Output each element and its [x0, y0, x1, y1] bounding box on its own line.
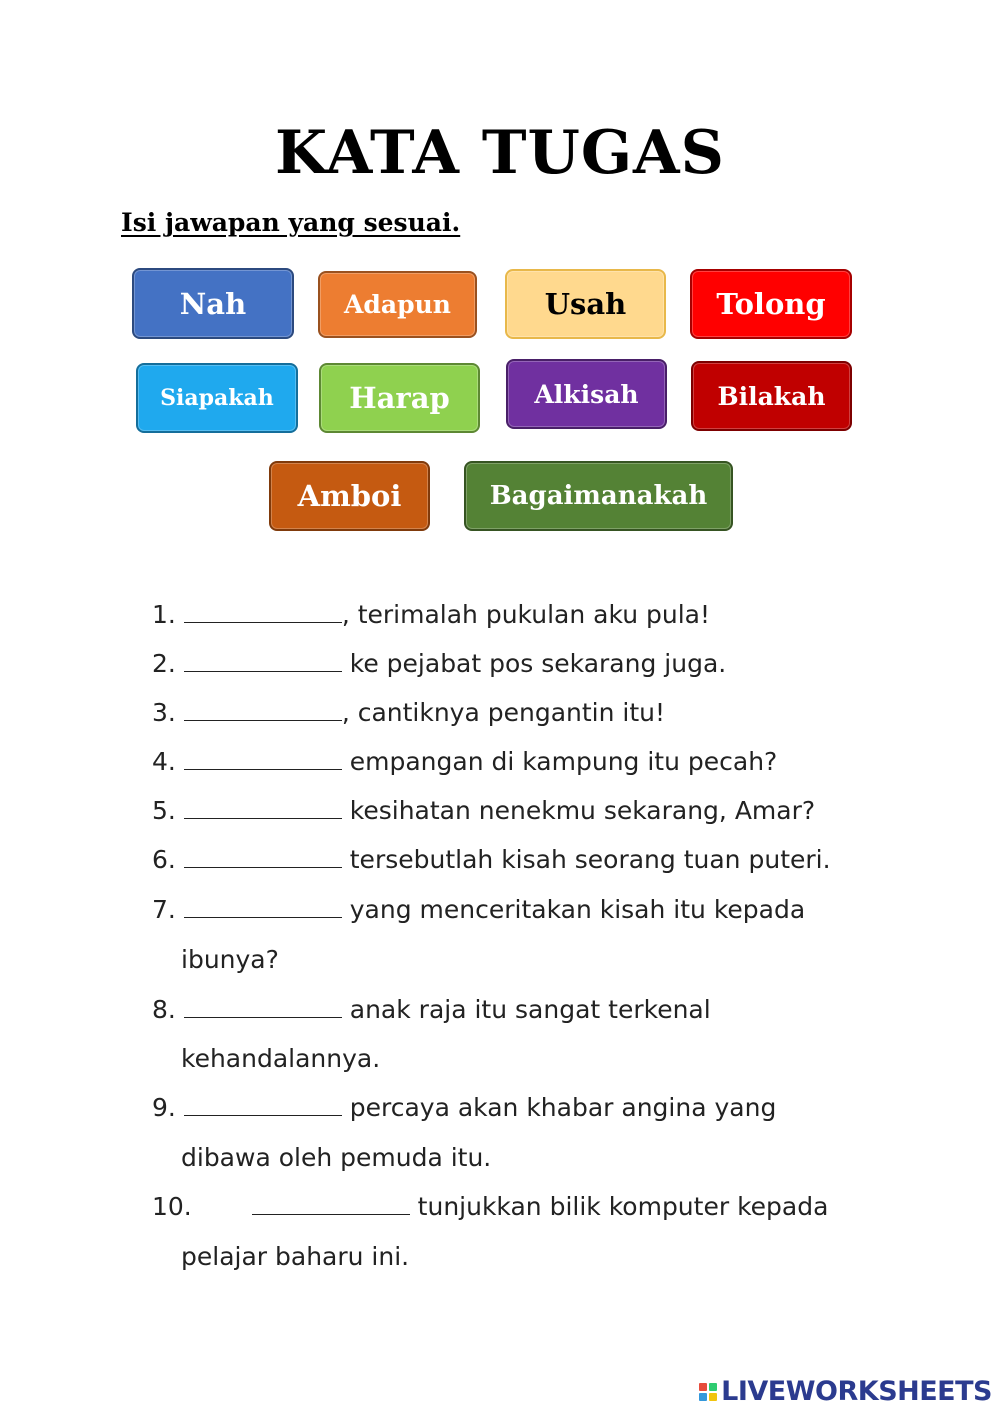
question-text: tersebutlah kisah seorang tuan puteri.	[341, 845, 831, 874]
question-number: 5.	[152, 796, 176, 825]
question-6	[152, 845, 831, 874]
question-number: 4.	[152, 747, 176, 776]
question-number: 10.	[152, 1192, 192, 1221]
question-number: 9.	[152, 1093, 176, 1122]
question-9-continuation: dibawa oleh pemuda itu.	[181, 1143, 492, 1172]
question-8-continuation: kehandalannya.	[181, 1044, 381, 1073]
word-chip-usah[interactable]	[505, 269, 666, 339]
word-chip-label: Alkisah	[534, 379, 639, 409]
liveworksheets-logo[interactable]	[699, 1376, 992, 1407]
question-number: 7.	[152, 895, 176, 924]
answer-blank-10[interactable]	[252, 1192, 410, 1215]
question-text: tunjukkan bilik komputer kepada	[409, 1192, 829, 1221]
liveworksheets-logo-icon	[699, 1383, 717, 1401]
question-1	[152, 600, 710, 629]
word-chip-alkisah[interactable]	[506, 359, 667, 429]
question-text: ke pejabat pos sekarang juga.	[341, 649, 727, 678]
question-7	[152, 895, 805, 924]
word-chip-tolong[interactable]	[690, 269, 852, 339]
answer-blank-7[interactable]	[184, 895, 342, 918]
question-3	[152, 698, 665, 727]
question-7-continuation: ibunya?	[181, 945, 279, 974]
question-number: 1.	[152, 600, 176, 629]
answer-blank-3[interactable]	[184, 698, 342, 721]
question-4	[152, 747, 777, 776]
question-text: percaya akan khabar angina yang	[341, 1093, 777, 1122]
question-number: 2.	[152, 649, 176, 678]
word-chip-amboi[interactable]	[269, 461, 430, 531]
page-title: KATA TUGAS	[275, 118, 725, 188]
question-number: 6.	[152, 845, 176, 874]
word-chip-label: Usah	[544, 287, 627, 321]
answer-blank-2[interactable]	[184, 649, 342, 672]
word-chip-bilakah[interactable]	[691, 361, 852, 431]
word-chip-siapakah[interactable]	[136, 363, 298, 433]
word-chip-label: Bagaimanakah	[489, 481, 708, 511]
answer-blank-4[interactable]	[184, 747, 342, 770]
question-text: empangan di kampung itu pecah?	[341, 747, 778, 776]
answer-blank-1[interactable]	[184, 600, 342, 623]
word-chip-harap[interactable]	[319, 363, 480, 433]
answer-blank-6[interactable]	[184, 845, 342, 868]
word-chip-label: Nah	[179, 286, 247, 321]
question-text: anak raja itu sangat terkenal	[341, 995, 711, 1024]
question-5	[152, 796, 815, 825]
question-number: 3.	[152, 698, 176, 727]
question-text: kesihatan nenekmu sekarang, Amar?	[341, 796, 816, 825]
question-9	[152, 1093, 776, 1122]
question-text: , terimalah pukulan aku pula!	[341, 600, 710, 629]
word-chip-label: Adapun	[344, 290, 451, 319]
word-chip-label: Bilakah	[717, 381, 826, 411]
word-chip-nah[interactable]	[132, 268, 294, 339]
answer-blank-5[interactable]	[184, 796, 342, 819]
word-chip-label: Harap	[349, 381, 450, 415]
word-chip-label: Tolong	[716, 287, 826, 321]
question-8	[152, 995, 711, 1024]
question-10-continuation: pelajar baharu ini.	[181, 1242, 410, 1271]
question-text: yang menceritakan kisah itu kepada	[341, 895, 806, 924]
word-chip-adapun[interactable]	[318, 271, 477, 338]
instruction: Isi jawapan yang sesuai.	[121, 208, 461, 237]
word-chip-label: Siapakah	[160, 385, 274, 411]
question-10	[152, 1192, 828, 1221]
answer-blank-8[interactable]	[184, 995, 342, 1018]
question-text: , cantiknya pengantin itu!	[341, 698, 666, 727]
logo-text: LIVEWORKSHEETS	[721, 1376, 992, 1407]
word-chip-bagaimanakah[interactable]	[464, 461, 733, 531]
question-number: 8.	[152, 995, 176, 1024]
word-chip-label: Amboi	[297, 479, 402, 513]
question-2	[152, 649, 726, 678]
answer-blank-9[interactable]	[184, 1093, 342, 1116]
